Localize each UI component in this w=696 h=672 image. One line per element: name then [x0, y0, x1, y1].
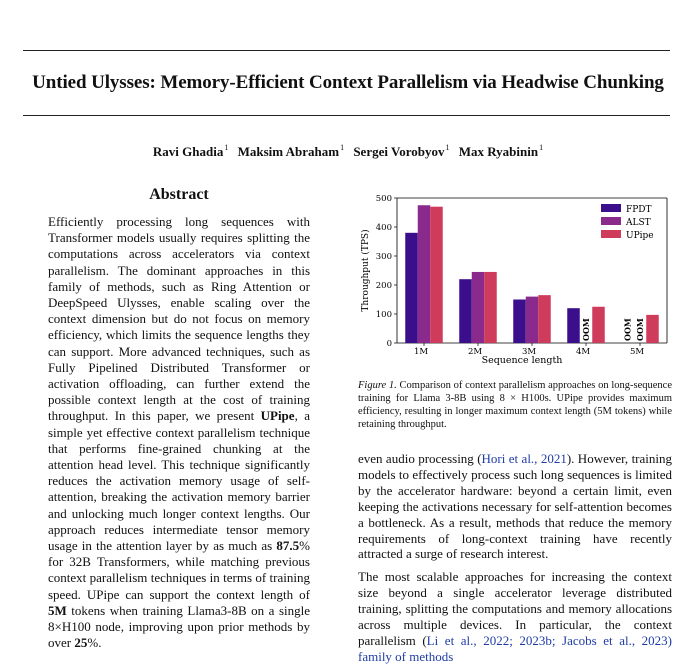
citation-link[interactable]: et al., 2022; 2023b; Jacobs et al., 2023) family of methods: [358, 632, 672, 664]
throughput-bar-chart: [358, 190, 672, 370]
abstract-heading: Abstract: [149, 186, 209, 203]
x-axis-label: Sequence length: [481, 355, 563, 366]
figure-label: Figure 1.: [358, 380, 397, 391]
bar-alst: [526, 297, 539, 343]
author: Max Ryabinin$^1$: [458, 143, 544, 159]
legend-label-alst: ALST: [626, 218, 651, 228]
oom-label: OOM: [581, 318, 591, 341]
bar-upipe: [646, 315, 659, 343]
y-tick-label: 100: [375, 310, 392, 320]
bar-alst: [472, 272, 485, 343]
y-axis-label: Throughput (TPS): [361, 229, 371, 312]
figure-caption: Figure 1. Comparison of context parallelism approaches on long-sequence training for Llama 3-8B using 8 × H100s. UPipe provides maximum efficiency, resulting in longer maximum context length (5M tokens) while retaining throughput.: [358, 380, 672, 430]
body-paragraph: even audio processing (Hori et al., 2021). However, training models to effectively process such long sequences is limited by the accelerator hardware: beyond a certain limit, even keeping the activations necessary for self-attention becomes a bottleneck. As a result, methods that reduce the memory requirements of long-context training have recently attracted a surge of research interest.: [358, 451, 673, 562]
legend-swatch-upipe: [601, 230, 621, 238]
y-tick-label: 500: [375, 194, 392, 204]
bar-fpdt: [459, 279, 472, 343]
x-tick-label: 2M: [467, 347, 483, 357]
x-tick-label: 3M: [521, 347, 537, 357]
x-tick-label: 5M: [629, 347, 645, 357]
author: Maksim Abraham$^1$: [237, 143, 345, 159]
body-paragraph: The most scalable approaches for increasing the context size beyond a single accelerator leverage distributed training, splitting the computations and memory allocations across multiple devices. In particular, the context parallelism (Li et al., 2022; 2023b; Jacobs et al., 2023) family of methods: [358, 569, 672, 664]
paper-title: Untied Ulysses: Memory-Efficient Context Parallelism via Headwise Chunking: [32, 72, 664, 93]
bar-fpdt: [513, 300, 526, 344]
y-tick-label: 200: [375, 281, 392, 291]
bar-fpdt: [567, 308, 580, 343]
author: Ravi Ghadia$^1$: [152, 143, 229, 159]
title-bottom-rule: [23, 115, 670, 116]
bar-upipe: [484, 272, 497, 343]
citation-link[interactable]: Li: [426, 632, 439, 648]
bar-upipe: [430, 207, 443, 343]
oom-label: OOM: [622, 318, 633, 341]
legend-label-fpdt: FPDT: [626, 205, 652, 215]
legend-label-upipe: UPipe: [626, 231, 654, 241]
legend-swatch-fpdt: [601, 204, 621, 212]
method-name: UPipe: [260, 408, 295, 424]
top-rule: [23, 50, 670, 51]
bar-alst: [418, 205, 431, 343]
citation-link[interactable]: Hori et al., 2021: [481, 451, 567, 466]
author: Sergei Vorobyov$^1$: [353, 143, 450, 159]
abstract-text: Efficiently processing long sequences with Transformer models usually requires splitting the computations across accelerators via context parallelism. The dominant approaches in this family of methods, such as Ring Attention or DeepSpeed Ulysses, enable scaling over the context dimension but do not focus on memory efficiency, which limits the sequence lengths they can support. More advanced techniques, such as Fully Pipelined Distributed Transformer or activation offloading, can further extend the possible context length at the cost of training throughput. In this paper, we present UPipe, a simple yet effective context parallelism technique that performs fine-grained chunking at the attention head level. This technique significantly reduces the activation memory usage of self-attention, breaking the activation memory barrier and unlocking much longer context lengths. Our approach reduces intermediate tensor memory usage in the attention layer by as much as 87.5% for 32B Transformers, while matching previous context parallelism techniques in terms of training speed. UPipe can support the context length of 5M tokens when training Llama3-8B on a single 8×H100 node, improving upon prior methods by over 25%.: [48, 214, 310, 651]
x-tick-label: 4M: [575, 347, 591, 357]
bar-fpdt: [405, 233, 418, 343]
legend-swatch-alst: [601, 217, 621, 225]
oom-label: OOM: [635, 318, 645, 341]
bar-upipe: [538, 295, 551, 343]
x-tick-label: 1M: [413, 347, 429, 357]
y-tick-label: 0: [386, 339, 392, 349]
y-tick-label: 400: [375, 223, 392, 233]
y-tick-label: 300: [375, 252, 392, 262]
author-list: [0, 143, 696, 160]
bar-upipe: [592, 307, 605, 343]
